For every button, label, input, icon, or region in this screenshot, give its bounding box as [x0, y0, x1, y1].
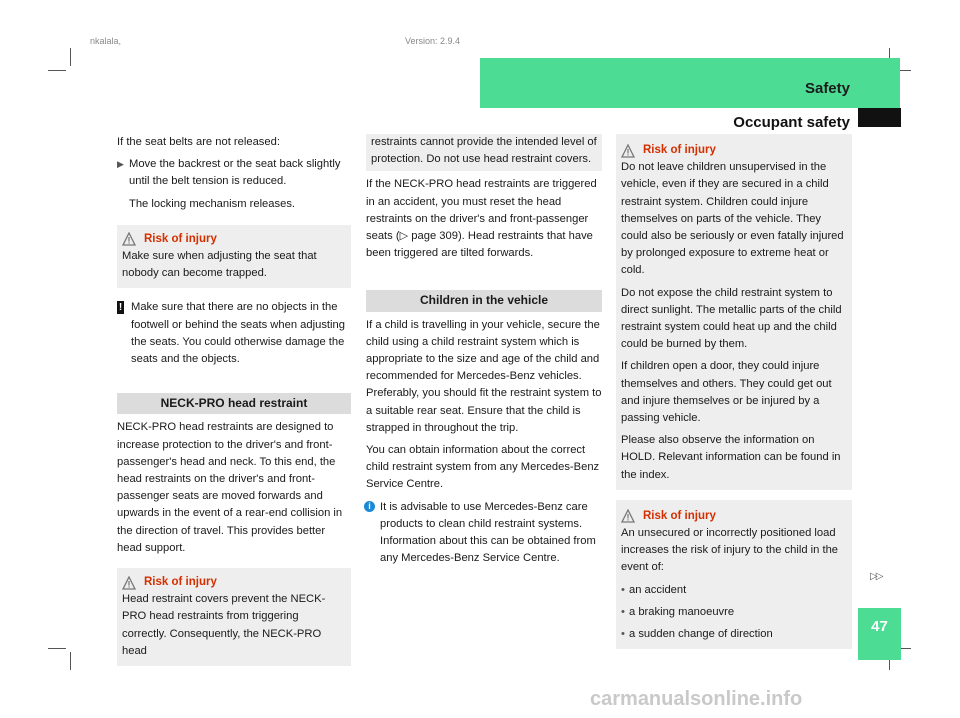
warning-text: If children open a door, they could injure themselves and others. They could get out and injure themselves or be injured by a passing vehicle. [621, 360, 832, 425]
warning-title: Risk of injury [621, 508, 847, 525]
crop-mark [48, 648, 66, 649]
warning-box-continued [366, 134, 602, 171]
page-number: 47 [871, 618, 888, 635]
warning-title: Risk of injury [621, 142, 847, 159]
damage-note [117, 299, 351, 368]
bullet-icon: • [621, 583, 625, 596]
warning-title: Risk of injury [122, 231, 346, 248]
warning-text: Make sure when adjusting the seat that nobody can become trapped. [122, 250, 317, 280]
step-text: Move the backrest or the seat back slightly until the belt tension is reduced. [129, 158, 341, 188]
crop-mark [70, 48, 71, 66]
body-text: You can obtain information about the correct child restraint system from any Mercedes-Benz Service Centre. [366, 444, 600, 491]
warning-box [117, 568, 351, 666]
step-arrow-icon: ▶ [117, 159, 124, 170]
column-1 [117, 134, 351, 666]
page-tab [858, 108, 901, 127]
body-text: NECK-PRO head restraints are designed to increase protection to the driver's and front-passenger's head and neck. To this end, the head restraints on the driver's and front-passenger seats are moved forwards and upwards in the event of a rear-end collision in the direction of travel. This provides better head support. [117, 421, 343, 554]
warning-box [616, 134, 852, 490]
step-result: The locking mechanism releases. [129, 197, 296, 210]
warning-text: An unsecured or incorrectly positioned load increases the risk of injury to the child in the event of: [621, 527, 839, 574]
meta-right: Version: 2.9.4 [405, 36, 461, 46]
warning-text: Please also observe the information on HOLD. Relevant information can be found in the index. [621, 434, 841, 481]
section-heading: Children in the vehicle [366, 290, 602, 311]
intro-text: If the seat belts are not released: [117, 136, 280, 148]
body-text: If a child is travelling in your vehicle, secure the child using a child restraint system which is appropriate to the size and age of the child and recommended for Mercedes-Benz vehicles. Preferably, you should fit the restraint system to a suitable rear seat. Ensure that the child is strapped in throughout the trip. [366, 318, 602, 434]
continue-arrows-icon: ▷▷ [870, 571, 882, 582]
section-heading: NECK-PRO head restraint [117, 393, 351, 414]
warning-triangle-icon [621, 509, 635, 523]
warning-title: Risk of injury [122, 574, 346, 591]
info-note [366, 499, 602, 568]
list-item: • a sudden change of direction [621, 626, 847, 643]
note-text: Make sure that there are no objects in the footwell or behind the seats when adjusting the seats. You could otherwise damage the seats and the objects. [131, 301, 345, 366]
warning-box [117, 225, 351, 289]
body-text: If the NECK-PRO head restraints are triggered in an accident, you must reset the head restraints on the driver's and front-passenger seats (▷ page 309). Head restraints that have been triggered are tilted forwards. [366, 178, 597, 260]
column-2 [366, 134, 602, 567]
meta-left: nkalala, [90, 36, 122, 46]
section-label: Safety [804, 80, 850, 97]
bullet-icon: • [621, 628, 625, 641]
warning-text: restraints cannot provide the intended level of protection. Do not use head restraint covers. [371, 136, 597, 166]
crop-mark [70, 652, 71, 670]
info-text: It is advisable to use Mercedes-Benz care products to clean child restraint systems. Information about this can be obtained from any Mercedes-Benz Service Centre. [380, 500, 596, 565]
list-item: • an accident [621, 582, 847, 599]
warning-triangle-icon [122, 576, 136, 590]
warning-text: Do not leave children unsupervised in the vehicle, even if they are secured in a child restraint system. Children could injure themselves on parts of the vehicle. They could also be seriously or even fatally injured by prolonged exposure to extreme heat or cold. [621, 161, 844, 277]
instruction-step [117, 156, 351, 190]
warning-triangle-icon [621, 144, 635, 158]
exclamation-icon: ! [118, 302, 123, 314]
column-3 [616, 134, 852, 649]
watermark: carmanualsonline.info [590, 688, 803, 710]
list-item: • a braking manoeuvre [621, 604, 847, 621]
warning-triangle-icon [122, 232, 136, 246]
warning-text: Head restraint covers prevent the NECK-PRO head restraints from triggering correctly. Consequently, the NECK-PRO head [122, 593, 326, 657]
page-title: Occupant safety [733, 114, 850, 131]
warning-box [616, 500, 852, 649]
warning-text: Do not expose the child restraint system to direct sunlight. The metallic parts of the child restraint system could heat up and the child could be burned by them. [621, 286, 842, 351]
bullet-icon: • [621, 605, 625, 618]
info-icon: i [364, 501, 375, 512]
crop-mark [48, 70, 66, 71]
